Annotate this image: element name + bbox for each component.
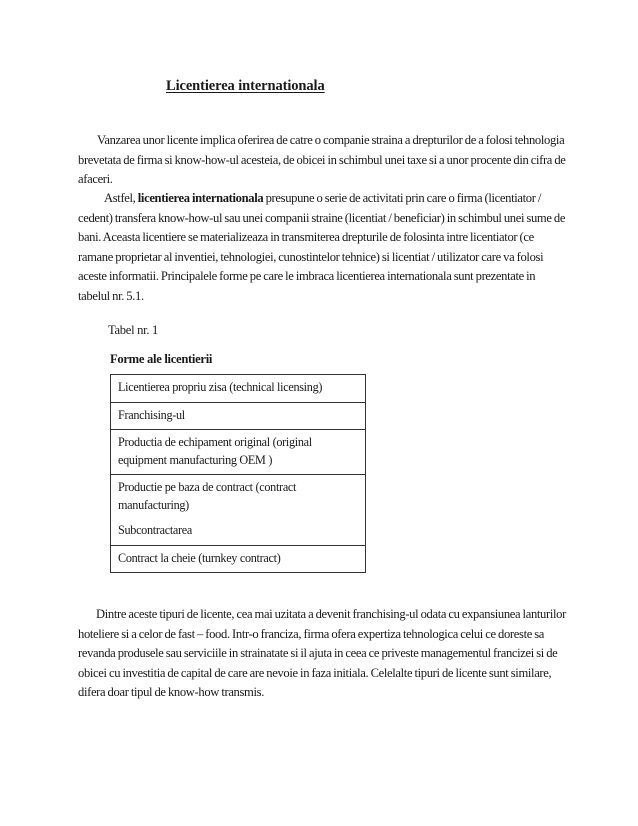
table-subtitle: Forme ale licentierii (110, 352, 213, 366)
table-cell: Franchising-ul (111, 402, 366, 430)
table-cell-text: Subcontractarea (118, 523, 192, 537)
table-caption: Tabel nr. 1 (108, 323, 159, 337)
paragraph-definition (78, 189, 568, 307)
table-cell-text: Productie pe baza de contract (contract manufacturing) (118, 480, 297, 512)
paragraph-definition-rest: presupune o serie de activitati prin care o firma (licentiator / cedent) transfera know-how-ul sau unei companii straine (licentiat / beneficiar) in schimbul unei sume de bani. Aceasta licentiere se materializeaza in transmiterea drepturile de folosinta intre licentiator (ce ramane proprietar al inventiei, tehnologiei, cunostintelor tehnice) si licentiat / utilizator care va folosi aceste informatii. Principalele forme pe care le imbraca licentierea internationala sunt prezentate in tabelul nr. 5.1. (78, 191, 566, 303)
table-cell: Licentierea propriu zisa (technical licensing) (111, 375, 366, 403)
table-cell: Contract la cheie (turnkey contract) (111, 545, 366, 573)
paragraph-conclusion: Dintre aceste tipuri de licente, cea mai uzitata a devenit franchising-ul odata cu expansiunea lanturilor hoteliere si a celor de fast – food. Intr-o franciza, firma ofera expertiza tehnologica celui ce doreste sa revanda produsele sau serviciile in strainatate si il ajuta in ceea ce priveste managementul francizei si de obicei cu investitia de capital de care are nevoie in faza initiala. Celelalte tipuri de licente sunt similare, difera doar tipul de know-how transmis. (78, 607, 566, 700)
licensing-forms-table (110, 374, 366, 573)
paragraph-definition-lead: Astfel, (104, 191, 138, 205)
document-title: Licentierea internationala (166, 78, 325, 94)
table-row (111, 375, 366, 403)
table-row (111, 402, 366, 430)
table-cell-merged (111, 475, 366, 546)
table-row (111, 430, 366, 475)
paragraph-definition-bold-term: licentierea internationala (137, 191, 264, 205)
table-row (111, 545, 366, 573)
paragraph-intro: Vanzarea unor licente implica oferirea de catre o companie straina a drepturilor de a folosi tehnologia brevetata de firma si know-how-ul acesteia, de obicei in schimbul unei taxe si a unor procente din cifra de afaceri. (78, 133, 566, 187)
table-row (111, 475, 366, 546)
table-cell: Productia de echipament original (original equipment manufacturing OEM ) (111, 430, 366, 475)
